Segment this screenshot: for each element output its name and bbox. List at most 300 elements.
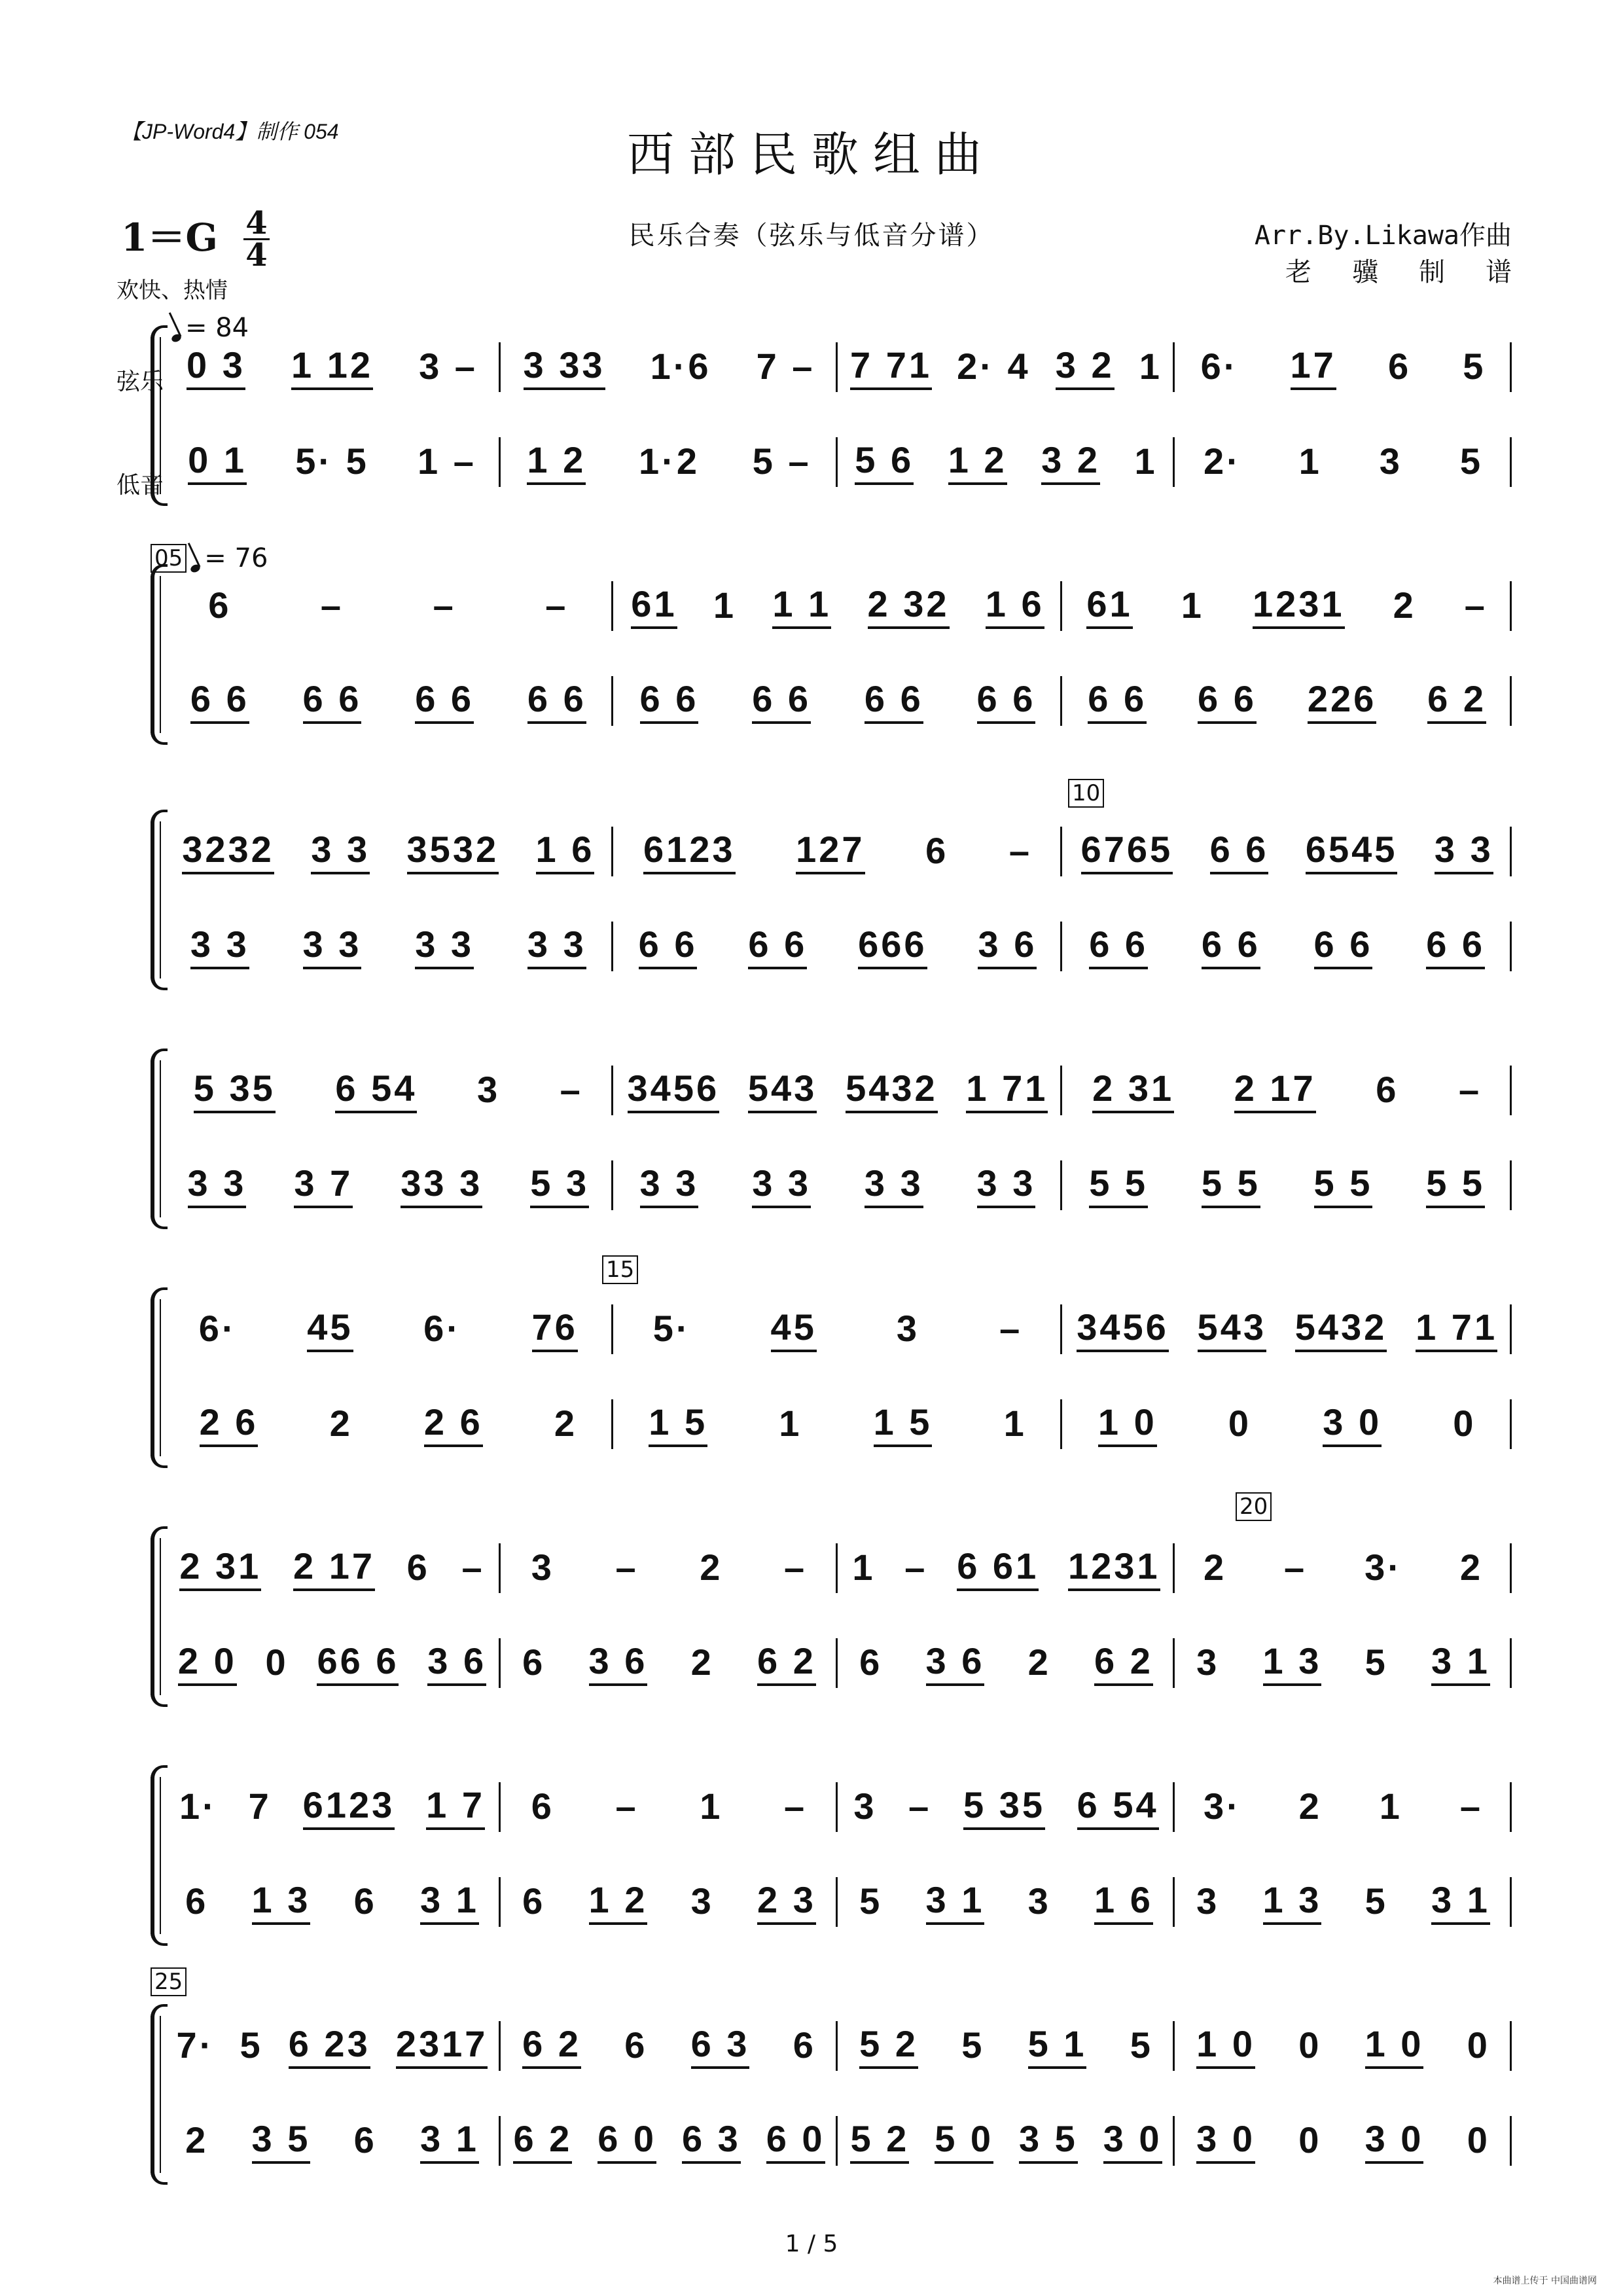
barline xyxy=(1173,2116,1175,2166)
measure xyxy=(838,432,1175,491)
note-group: 6 2 xyxy=(1427,677,1486,724)
note-group: 1 xyxy=(1181,584,1204,626)
measure xyxy=(164,576,613,635)
note-group: 1 xyxy=(852,1546,876,1588)
note-group: 6 6 xyxy=(752,677,811,724)
note-group: – xyxy=(433,584,456,626)
note-group: 6 xyxy=(793,2024,816,2066)
note-group: 666 xyxy=(858,923,927,969)
note-group: 6 xyxy=(1376,1068,1399,1110)
barline xyxy=(1510,1399,1512,1449)
note-group: 3 33 xyxy=(524,344,605,390)
part-label-bass: 低音 xyxy=(116,472,164,499)
barline xyxy=(1510,676,1512,726)
note-group: 2 31 xyxy=(1092,1067,1174,1113)
measure xyxy=(164,1394,613,1453)
barline xyxy=(836,437,838,487)
note-group: 61 xyxy=(1086,583,1132,629)
site-watermark: 本曲谱上传于 中国曲谱网 xyxy=(1493,2276,1597,2286)
note-group: 5 xyxy=(859,1880,883,1922)
barline xyxy=(611,1160,613,1210)
note-group: 5 5 xyxy=(1314,1162,1373,1208)
bass-staff xyxy=(151,1394,1512,1453)
note-group: 3 3 xyxy=(1435,828,1493,874)
barline xyxy=(1173,1877,1175,1927)
score-system xyxy=(151,1060,1512,1257)
measure xyxy=(164,432,501,491)
note-group: 3 6 xyxy=(978,923,1037,969)
barline xyxy=(611,581,613,631)
barline xyxy=(1510,581,1512,631)
barline xyxy=(836,2021,838,2071)
measure xyxy=(1062,1155,1512,1214)
note-group: 1·2 xyxy=(639,440,700,482)
barline xyxy=(499,1543,501,1593)
barline xyxy=(1510,1877,1512,1927)
note-group: 1 xyxy=(1298,440,1322,482)
note-group: 6 54 xyxy=(1077,1784,1159,1830)
measure xyxy=(164,1872,501,1931)
note-group: 1· xyxy=(179,1785,217,1827)
note-group: 3 3 xyxy=(527,923,586,969)
arranger-credit: Arr.By.Likawa作曲 xyxy=(1254,221,1512,251)
note-group: 3 0 xyxy=(1365,2117,1424,2164)
note-group: 6 6 xyxy=(865,677,923,724)
time-numerator: 4 xyxy=(245,205,268,242)
note-group: 66 6 xyxy=(317,1640,399,1686)
note-group: 6· xyxy=(198,1307,237,1349)
note-group: 76 xyxy=(532,1306,578,1352)
barline xyxy=(611,1066,613,1115)
note-group: 6 0 xyxy=(766,2117,825,2164)
note-group: 5432 xyxy=(846,1067,938,1113)
note-group: 5 xyxy=(1130,2024,1153,2066)
strings-staff xyxy=(151,821,1512,880)
barline xyxy=(499,437,501,487)
barline xyxy=(1510,827,1512,876)
page-number xyxy=(0,2231,1623,2257)
score-system xyxy=(151,337,1512,533)
measure xyxy=(1062,576,1512,635)
note-group: 5 3 xyxy=(530,1162,589,1208)
measure xyxy=(501,1633,838,1692)
measure xyxy=(164,337,501,396)
strings-staff xyxy=(151,576,1512,635)
note-group: 3232 xyxy=(182,828,274,874)
note-group: 5 xyxy=(1459,440,1483,482)
note-group: 2 6 xyxy=(424,1401,483,1447)
barline xyxy=(499,1877,501,1927)
barline xyxy=(1060,1160,1062,1210)
note-group: 3 3 xyxy=(415,923,474,969)
notator-credit: 老骥制谱 xyxy=(1285,257,1552,287)
barline xyxy=(1060,1066,1062,1115)
note-group: 6 6 xyxy=(527,677,586,724)
measure xyxy=(501,1777,838,1836)
measure xyxy=(501,1872,838,1931)
note-group: 5· 5 xyxy=(295,440,369,482)
barline xyxy=(836,1877,838,1927)
note-group: 1 2 xyxy=(948,439,1007,485)
note-group: 6 xyxy=(208,584,232,626)
measure xyxy=(164,1538,501,1597)
note-group: 1 7 xyxy=(426,1784,485,1830)
barline xyxy=(836,342,838,392)
note-group: 6 6 xyxy=(977,677,1036,724)
note-group: 1 3 xyxy=(1263,1640,1322,1686)
note-group: 0 3 xyxy=(187,344,245,390)
note-group: 2 17 xyxy=(1234,1067,1316,1113)
note-group: 5 35 xyxy=(963,1784,1045,1830)
note-group: – xyxy=(999,1307,1023,1349)
note-group: – xyxy=(320,584,344,626)
note-group: 6 xyxy=(531,1785,554,1827)
measure xyxy=(501,2016,838,2075)
strings-staff xyxy=(151,2016,1512,2075)
measure xyxy=(838,1872,1175,1931)
barline xyxy=(1173,342,1175,392)
note-group: 5 2 xyxy=(859,2022,918,2069)
barline xyxy=(1510,1066,1512,1115)
note-group: 6123 xyxy=(643,828,736,874)
note-group: – xyxy=(904,1546,928,1588)
score-system xyxy=(151,2016,1512,2212)
page-number-text: 1 / 5 xyxy=(785,2231,838,2257)
note-group: 1 xyxy=(1379,1785,1402,1827)
strings-staff xyxy=(151,337,1512,396)
rehearsal-mark-10 xyxy=(1068,780,1104,806)
measure xyxy=(613,916,1063,975)
note-group: 5 xyxy=(240,2024,263,2066)
note-group: – xyxy=(908,1785,932,1827)
note-group: 1 5 xyxy=(874,1401,933,1447)
note-group: 3 3 xyxy=(311,828,370,874)
note-group: 3· xyxy=(1364,1546,1402,1588)
note-group: 226 xyxy=(1308,677,1376,724)
rehearsal-mark-20 xyxy=(1236,1494,1272,1520)
score-system xyxy=(151,1299,1512,1496)
bass-staff xyxy=(151,671,1512,730)
barline xyxy=(1510,342,1512,392)
note-group: 7 xyxy=(248,1785,272,1827)
measure xyxy=(1175,2111,1512,2170)
note-group: 6 6 xyxy=(1088,677,1147,724)
measure xyxy=(164,821,613,880)
measure xyxy=(613,1394,1063,1453)
measure xyxy=(1062,1060,1512,1119)
note-group: 2 xyxy=(185,2119,209,2161)
measure xyxy=(838,1633,1175,1692)
note-group: 3 – xyxy=(419,345,478,387)
note-group: 6 xyxy=(859,1641,883,1683)
barline xyxy=(1173,2021,1175,2071)
note-group: 0 1 xyxy=(188,439,247,485)
note-group: 5· xyxy=(652,1307,691,1349)
note-group: 2· xyxy=(1203,440,1241,482)
note-group: 3 xyxy=(1027,1880,1051,1922)
note-group: 6 xyxy=(624,2024,648,2066)
note-group: 6 6 xyxy=(303,677,362,724)
measure xyxy=(1062,1299,1512,1358)
note-group: 2 xyxy=(1203,1546,1227,1588)
note-group: 6 0 xyxy=(597,2117,656,2164)
note-group: 2 xyxy=(1027,1641,1051,1683)
measure xyxy=(613,1155,1063,1214)
measure xyxy=(613,671,1063,730)
measure xyxy=(501,337,838,396)
score-system xyxy=(151,1538,1512,1734)
note-group: 1 xyxy=(713,584,737,626)
note-group: 61 xyxy=(631,583,677,629)
note-group: 2317 xyxy=(396,2022,488,2069)
note-group: 3 7 xyxy=(294,1162,353,1208)
note-group: 0 xyxy=(1453,1402,1476,1444)
note-group: 6123 xyxy=(303,1784,395,1830)
note-group: 7 71 xyxy=(850,344,932,390)
note-group: 2 6 xyxy=(200,1401,259,1447)
note-group: 6 6 xyxy=(1314,923,1373,969)
note-group: 3 1 xyxy=(420,2117,479,2164)
note-group: 6 6 xyxy=(1089,923,1148,969)
barline xyxy=(499,1782,501,1832)
note-group: 6765 xyxy=(1081,828,1173,874)
note-group: 3456 xyxy=(1077,1306,1169,1352)
barline xyxy=(1173,437,1175,487)
note-group: 0 xyxy=(1467,2024,1490,2066)
barline xyxy=(1060,1304,1062,1354)
score-system xyxy=(151,1777,1512,1973)
note-group: 6 xyxy=(522,1880,546,1922)
note-group: 6 3 xyxy=(691,2022,750,2069)
bass-staff xyxy=(151,916,1512,975)
measure xyxy=(164,916,613,975)
tempo-value: = 84 xyxy=(185,313,249,343)
barline xyxy=(1510,1543,1512,1593)
note-group: 2 xyxy=(1459,1546,1483,1588)
note-group: 5 xyxy=(1364,1641,1388,1683)
note-group: 1 – xyxy=(417,440,476,482)
key-signature: 1＝G xyxy=(121,215,218,260)
barline xyxy=(499,2116,501,2166)
note-group: 2 xyxy=(690,1641,714,1683)
barline xyxy=(1173,1782,1175,1832)
tempo-value: = 76 xyxy=(204,543,268,573)
note-group: 3 2 xyxy=(1041,439,1100,485)
note-group: 5 – xyxy=(752,440,812,482)
note-group: 6 6 xyxy=(1426,923,1485,969)
note-group: 6 54 xyxy=(335,1067,417,1113)
note-group: 3 xyxy=(690,1880,714,1922)
note-group: 1 3 xyxy=(1263,1878,1322,1925)
note-group: 6 xyxy=(522,1641,546,1683)
note-group: 3 1 xyxy=(1431,1640,1490,1686)
measure xyxy=(164,1155,613,1214)
note-group: 2· 4 xyxy=(957,345,1031,387)
measure xyxy=(1175,2016,1512,2075)
note-group: – xyxy=(784,1546,808,1588)
barline xyxy=(611,827,613,876)
barline xyxy=(1510,437,1512,487)
strings-staff xyxy=(151,1538,1512,1597)
note-group: 3 6 xyxy=(926,1640,985,1686)
barline xyxy=(1060,581,1062,631)
note-group: 5432 xyxy=(1295,1306,1387,1352)
measure xyxy=(1175,337,1512,396)
barline xyxy=(611,676,613,726)
note-group: – xyxy=(1459,1785,1483,1827)
note-group: 3 xyxy=(1196,1641,1220,1683)
measure xyxy=(838,1777,1175,1836)
barline xyxy=(1060,1399,1062,1449)
barline xyxy=(499,1638,501,1688)
note-group: – xyxy=(545,584,569,626)
bass-staff xyxy=(151,432,1512,491)
note-group: 6 xyxy=(353,2119,377,2161)
note-group: 6 2 xyxy=(522,2022,581,2069)
measure-number: 10 xyxy=(1068,779,1104,808)
note-group: 5 xyxy=(1463,345,1486,387)
barline xyxy=(1510,1160,1512,1210)
note-group: 5 0 xyxy=(935,2117,993,2164)
note-group: 3 6 xyxy=(589,1640,648,1686)
measure xyxy=(1175,1538,1512,1597)
time-signature xyxy=(243,205,270,274)
rehearsal-mark-15 xyxy=(602,1257,638,1283)
note-group: 2 xyxy=(329,1402,353,1444)
barline xyxy=(1510,1304,1512,1354)
note-group: 3 6 xyxy=(427,1640,486,1686)
barline xyxy=(1510,1782,1512,1832)
note-group: 5 xyxy=(961,2024,985,2066)
bass-staff xyxy=(151,1872,1512,1931)
note-group: 1231 xyxy=(1068,1545,1160,1591)
measure xyxy=(164,1060,613,1119)
note-group: 0 xyxy=(1467,2119,1490,2161)
measure-number: 05 xyxy=(151,544,187,573)
note-group: 6· xyxy=(423,1307,461,1349)
note-group: 1 71 xyxy=(1416,1306,1497,1352)
note-group: 6545 xyxy=(1306,828,1398,874)
measure xyxy=(1062,916,1512,975)
note-group: 1·6 xyxy=(650,345,711,387)
measure-number: 20 xyxy=(1236,1492,1272,1521)
note-group: 3 3 xyxy=(640,1162,699,1208)
note-group: 6 61 xyxy=(957,1545,1039,1591)
note-group: 45 xyxy=(307,1306,353,1352)
part-label-strings: 弦乐 xyxy=(116,368,164,395)
note-group: 6 6 xyxy=(1202,923,1260,969)
barline xyxy=(1060,676,1062,726)
note-group: 2 17 xyxy=(293,1545,375,1591)
note-group: 3 5 xyxy=(1019,2117,1078,2164)
note-group: 3 0 xyxy=(1196,2117,1255,2164)
note-group: 1 12 xyxy=(291,344,373,390)
note-group: 3 2 xyxy=(1056,344,1115,390)
note-group: 5 5 xyxy=(1426,1162,1485,1208)
note-group: 1 xyxy=(779,1402,802,1444)
barline xyxy=(1060,827,1062,876)
note-group: 1 71 xyxy=(966,1067,1048,1113)
barline xyxy=(1510,922,1512,971)
note-group: 1 xyxy=(1003,1402,1027,1444)
note-group: 6 xyxy=(925,829,949,871)
note-group: 5 1 xyxy=(1028,2022,1087,2069)
note-group: 3 0 xyxy=(1103,2117,1162,2164)
measure xyxy=(1062,671,1512,730)
barline xyxy=(836,1638,838,1688)
note-group: 6 xyxy=(406,1546,430,1588)
note-group: 2 xyxy=(554,1402,578,1444)
note-group: 3 3 xyxy=(303,923,362,969)
note-group: 6· xyxy=(1200,345,1239,387)
note-group: 1 0 xyxy=(1196,2022,1255,2069)
note-group: 1 0 xyxy=(1098,1401,1157,1447)
note-group: 0 xyxy=(265,1641,289,1683)
note-group: 3 1 xyxy=(420,1878,479,1925)
note-group: 3 xyxy=(531,1546,554,1588)
note-group: 543 xyxy=(1198,1306,1266,1352)
note-group: 5 2 xyxy=(850,2117,909,2164)
barline xyxy=(836,2116,838,2166)
note-group: 3 3 xyxy=(190,923,249,969)
note-group: 3· xyxy=(1203,1785,1241,1827)
note-group: 1 1 xyxy=(772,583,831,629)
note-group: – xyxy=(1284,1546,1308,1588)
barline xyxy=(1510,2021,1512,2071)
note-group: 1 3 xyxy=(252,1878,311,1925)
note-group: 1231 xyxy=(1253,583,1345,629)
note-group: – xyxy=(461,1546,485,1588)
barline xyxy=(611,922,613,971)
measure xyxy=(838,2111,1175,2170)
note-group: 17 xyxy=(1291,344,1336,390)
measure xyxy=(1062,821,1512,880)
measure xyxy=(501,432,838,491)
note-group: 6 6 xyxy=(1198,677,1257,724)
note-group: 1 6 xyxy=(1094,1878,1153,1925)
note-group: 3 0 xyxy=(1323,1401,1382,1447)
note-group: 6 xyxy=(353,1880,377,1922)
note-group: 3 xyxy=(896,1307,920,1349)
note-group: 2 3 xyxy=(757,1878,816,1925)
barline xyxy=(836,1782,838,1832)
note-group: 6 6 xyxy=(1210,828,1269,874)
note-group: 3532 xyxy=(407,828,499,874)
strings-staff xyxy=(151,1777,1512,1836)
note-group: 1 xyxy=(1134,440,1158,482)
note-group: 45 xyxy=(771,1306,817,1352)
rehearsal-mark-5 xyxy=(151,543,268,573)
note-group: – xyxy=(560,1068,583,1110)
note-group: 1 0 xyxy=(1365,2022,1424,2069)
note-group: 1 xyxy=(1139,345,1162,387)
measure xyxy=(1175,1633,1512,1692)
note-group: 3 3 xyxy=(188,1162,247,1208)
note-group: 3 xyxy=(853,1785,877,1827)
measure xyxy=(501,2111,838,2170)
note-group: 3 5 xyxy=(252,2117,311,2164)
note-group: 3 1 xyxy=(926,1878,985,1925)
note-group: 0 xyxy=(1298,2024,1322,2066)
note-group: 3 1 xyxy=(1431,1878,1490,1925)
score-system xyxy=(151,576,1512,772)
note-group: 7 – xyxy=(756,345,815,387)
note-group: 3 3 xyxy=(752,1162,811,1208)
note-group: – xyxy=(1459,1068,1482,1110)
score-system xyxy=(151,821,1512,1018)
measure-number: 15 xyxy=(602,1255,638,1284)
note-group: 1 5 xyxy=(649,1401,707,1447)
